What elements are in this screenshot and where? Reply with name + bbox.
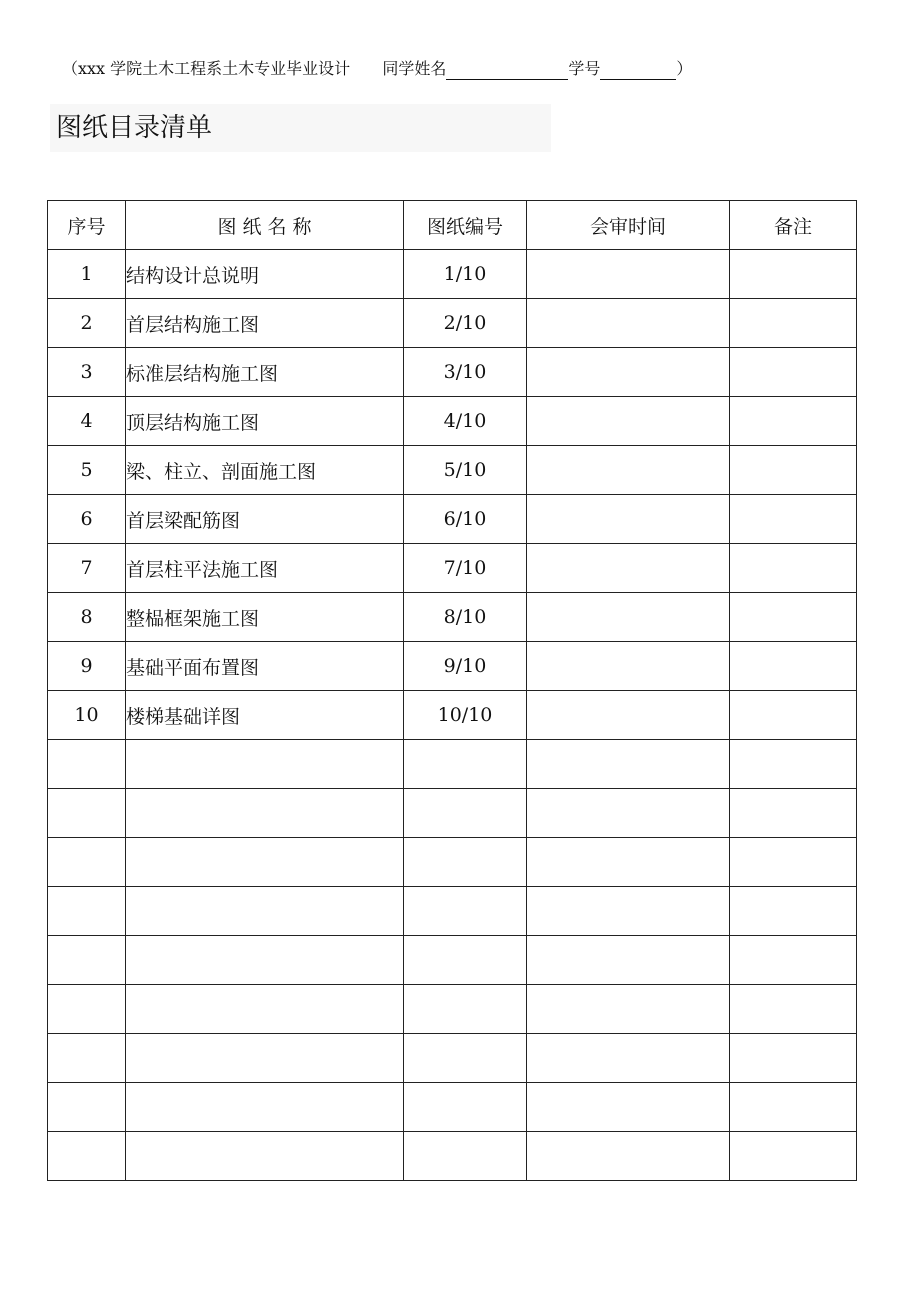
table-row bbox=[48, 250, 857, 299]
row-index-cell: 6 bbox=[48, 495, 126, 544]
row-index-cell bbox=[48, 887, 126, 936]
drawing-number-cell: 5/10 bbox=[404, 446, 527, 495]
remarks-cell bbox=[730, 348, 857, 397]
review-time-cell bbox=[527, 1083, 730, 1132]
table-row bbox=[48, 348, 857, 397]
drawing-number-cell bbox=[404, 887, 527, 936]
drawing-name-cell: 顶层结构施工图 bbox=[126, 397, 404, 446]
drawing-number-cell bbox=[404, 936, 527, 985]
document-header bbox=[62, 58, 692, 80]
review-time-cell bbox=[527, 838, 730, 887]
row-index-cell: 2 bbox=[48, 299, 126, 348]
remarks-cell bbox=[730, 887, 857, 936]
page-title: 图纸目录清单 bbox=[56, 113, 213, 143]
table-row bbox=[48, 495, 857, 544]
drawing-name-cell bbox=[126, 1034, 404, 1083]
remarks-cell bbox=[730, 544, 857, 593]
review-time-cell bbox=[527, 446, 730, 495]
drawing-name-cell: 梁、柱立、剖面施工图 bbox=[126, 446, 404, 495]
table-row bbox=[48, 1034, 857, 1083]
drawing-number-cell bbox=[404, 838, 527, 887]
row-index-cell bbox=[48, 1132, 126, 1181]
drawing-name-cell: 结构设计总说明 bbox=[126, 250, 404, 299]
table-header-row bbox=[48, 201, 857, 250]
remarks-cell bbox=[730, 691, 857, 740]
review-time-cell bbox=[527, 740, 730, 789]
drawing-number-cell: 9/10 bbox=[404, 642, 527, 691]
review-time-cell bbox=[527, 544, 730, 593]
drawing-name-cell bbox=[126, 740, 404, 789]
drawing-name-cell bbox=[126, 838, 404, 887]
review-time-cell bbox=[527, 887, 730, 936]
table-row bbox=[48, 789, 857, 838]
review-time-cell bbox=[527, 397, 730, 446]
title-box bbox=[50, 104, 551, 152]
drawing-number-cell bbox=[404, 789, 527, 838]
row-index-cell: 9 bbox=[48, 642, 126, 691]
drawing-name-cell: 首层梁配筋图 bbox=[126, 495, 404, 544]
table-row bbox=[48, 838, 857, 887]
row-index-cell bbox=[48, 936, 126, 985]
name-blank-field[interactable] bbox=[446, 61, 568, 80]
drawing-name-cell bbox=[126, 1083, 404, 1132]
remarks-cell bbox=[730, 838, 857, 887]
drawing-name-cell: 楼梯基础详图 bbox=[126, 691, 404, 740]
header-drawing-name: 图 纸 名 称 bbox=[126, 201, 404, 250]
review-time-cell bbox=[527, 642, 730, 691]
table-row bbox=[48, 397, 857, 446]
table-row bbox=[48, 446, 857, 495]
row-index-cell bbox=[48, 838, 126, 887]
row-index-cell: 1 bbox=[48, 250, 126, 299]
drawing-catalog-table bbox=[47, 200, 857, 1181]
table-row bbox=[48, 1083, 857, 1132]
drawing-number-cell bbox=[404, 1034, 527, 1083]
table-row bbox=[48, 936, 857, 985]
drawing-name-cell: 首层结构施工图 bbox=[126, 299, 404, 348]
row-index-cell bbox=[48, 1083, 126, 1132]
row-index-cell: 8 bbox=[48, 593, 126, 642]
drawing-name-cell: 标准层结构施工图 bbox=[126, 348, 404, 397]
drawing-number-cell: 6/10 bbox=[404, 495, 527, 544]
review-time-cell bbox=[527, 1132, 730, 1181]
header-drawing-number: 图纸编号 bbox=[404, 201, 527, 250]
row-index-cell: 10 bbox=[48, 691, 126, 740]
review-time-cell bbox=[527, 495, 730, 544]
drawing-name-cell bbox=[126, 936, 404, 985]
drawing-number-cell: 1/10 bbox=[404, 250, 527, 299]
header-index: 序号 bbox=[48, 201, 126, 250]
row-index-cell: 4 bbox=[48, 397, 126, 446]
drawing-name-cell bbox=[126, 1132, 404, 1181]
row-index-cell bbox=[48, 740, 126, 789]
remarks-cell bbox=[730, 593, 857, 642]
review-time-cell bbox=[527, 348, 730, 397]
drawing-number-cell: 7/10 bbox=[404, 544, 527, 593]
table-row bbox=[48, 544, 857, 593]
remarks-cell bbox=[730, 397, 857, 446]
row-index-cell: 3 bbox=[48, 348, 126, 397]
review-time-cell bbox=[527, 593, 730, 642]
drawing-number-cell bbox=[404, 985, 527, 1034]
row-index-cell: 7 bbox=[48, 544, 126, 593]
drawing-number-cell: 3/10 bbox=[404, 348, 527, 397]
drawing-name-cell: 首层柱平法施工图 bbox=[126, 544, 404, 593]
row-index-cell bbox=[48, 789, 126, 838]
table-row bbox=[48, 593, 857, 642]
drawing-name-cell bbox=[126, 789, 404, 838]
drawing-name-cell bbox=[126, 887, 404, 936]
row-index-cell: 5 bbox=[48, 446, 126, 495]
remarks-cell bbox=[730, 985, 857, 1034]
table-row bbox=[48, 740, 857, 789]
review-time-cell bbox=[527, 250, 730, 299]
table-row bbox=[48, 299, 857, 348]
drawing-number-cell: 8/10 bbox=[404, 593, 527, 642]
header-suffix: ） bbox=[676, 59, 693, 78]
table-row bbox=[48, 1132, 857, 1181]
drawing-number-cell bbox=[404, 1083, 527, 1132]
table-row bbox=[48, 691, 857, 740]
remarks-cell bbox=[730, 642, 857, 691]
remarks-cell bbox=[730, 1083, 857, 1132]
remarks-cell bbox=[730, 1132, 857, 1181]
header-remarks: 备注 bbox=[730, 201, 857, 250]
review-time-cell bbox=[527, 1034, 730, 1083]
header-review-time: 会审时间 bbox=[527, 201, 730, 250]
table-row bbox=[48, 642, 857, 691]
remarks-cell bbox=[730, 250, 857, 299]
drawing-name-cell bbox=[126, 985, 404, 1034]
review-time-cell bbox=[527, 299, 730, 348]
review-time-cell bbox=[527, 936, 730, 985]
remarks-cell bbox=[730, 446, 857, 495]
remarks-cell bbox=[730, 1034, 857, 1083]
review-time-cell bbox=[527, 789, 730, 838]
name-label: 同学姓名 bbox=[382, 59, 447, 78]
drawing-name-cell: 整榀框架施工图 bbox=[126, 593, 404, 642]
review-time-cell bbox=[527, 985, 730, 1034]
drawing-number-cell bbox=[404, 740, 527, 789]
table-row bbox=[48, 985, 857, 1034]
row-index-cell bbox=[48, 1034, 126, 1083]
remarks-cell bbox=[730, 299, 857, 348]
row-index-cell bbox=[48, 985, 126, 1034]
drawing-number-cell bbox=[404, 1132, 527, 1181]
drawing-number-cell: 4/10 bbox=[404, 397, 527, 446]
drawing-number-cell: 2/10 bbox=[404, 299, 527, 348]
remarks-cell bbox=[730, 495, 857, 544]
header-prefix: （xxx 学院土木工程系土木专业毕业设计 bbox=[62, 59, 351, 78]
drawing-number-cell: 10/10 bbox=[404, 691, 527, 740]
remarks-cell bbox=[730, 936, 857, 985]
review-time-cell bbox=[527, 691, 730, 740]
id-blank-field[interactable] bbox=[600, 61, 676, 80]
remarks-cell bbox=[730, 740, 857, 789]
remarks-cell bbox=[730, 789, 857, 838]
id-label: 学号 bbox=[568, 59, 601, 78]
drawing-name-cell: 基础平面布置图 bbox=[126, 642, 404, 691]
table-row bbox=[48, 887, 857, 936]
